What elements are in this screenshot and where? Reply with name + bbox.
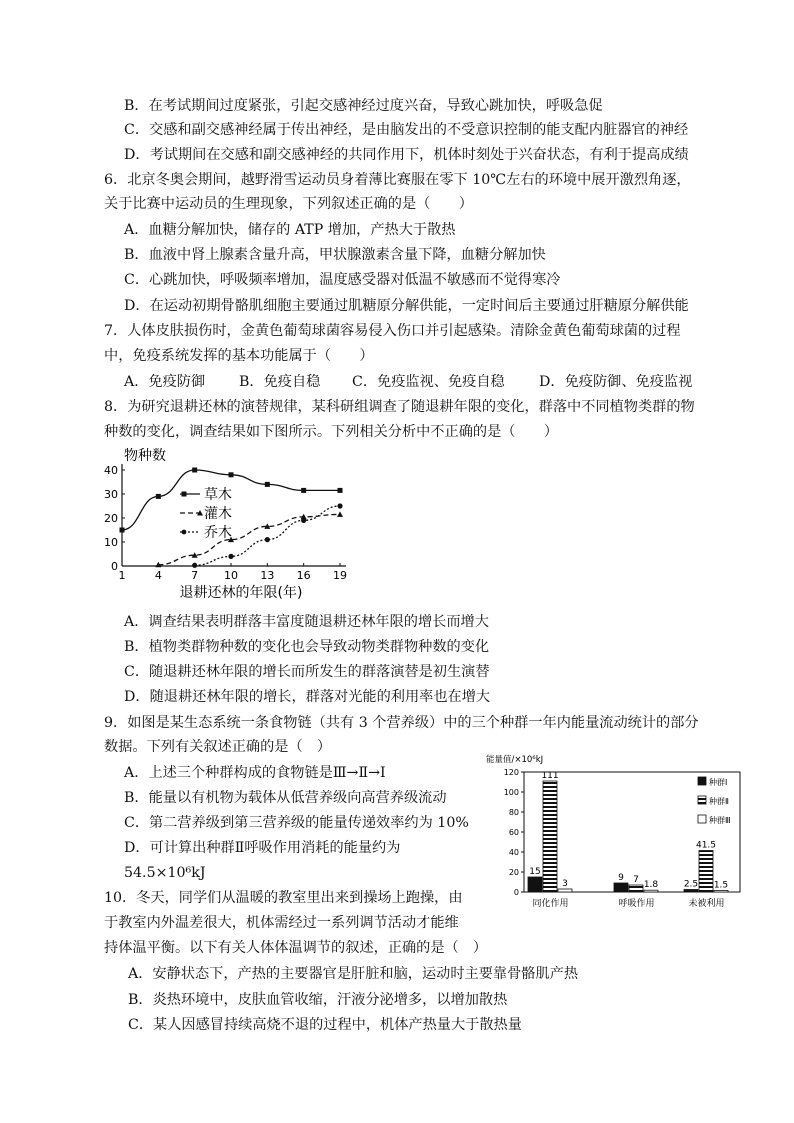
x-axis-title: 退耕还林的年限(年) bbox=[179, 585, 303, 601]
q8-stem-line2: 种数的变化，调查结果如下图所示。下列相关分析中不正确的是（ ） bbox=[104, 424, 559, 440]
q9-option-d-value: 54.5×10⁶kJ bbox=[124, 865, 206, 881]
q7-stem-line2: 中，免疫系统发挥的基本功能属于（ ） bbox=[104, 348, 374, 364]
q7-option-c: C．免疫监视、免疫自稳 bbox=[352, 374, 505, 390]
q7-stem-line1: 7．人体皮肤损伤时，金黄色葡萄球菌容易侵入伤口并引起感染。清除金黄色葡萄球菌的过程 bbox=[104, 323, 681, 339]
y-axis-title: 物种数 bbox=[124, 448, 166, 464]
data-point bbox=[338, 488, 343, 493]
bar bbox=[629, 885, 643, 892]
data-point bbox=[301, 488, 306, 493]
x-tick-label: 呼吸作用 bbox=[618, 899, 655, 909]
bar-value-label: 9 bbox=[618, 873, 624, 883]
data-point bbox=[192, 563, 197, 568]
q9-stem-line1: 9．如图是某生态系统一条食物链（共有 3 个营养级）中的三个种群一年内能量流动统计的部分 bbox=[104, 715, 699, 731]
y-axis-title: 能量值/×10⁶kJ bbox=[486, 755, 544, 765]
bar-value-label: 15 bbox=[529, 867, 541, 877]
bar-value-label: 1.8 bbox=[643, 880, 659, 891]
q8-option-d: D．随退耕还林年限的增长，群落对光能的利用率也在增大 bbox=[124, 689, 491, 705]
x-tick-label: 16 bbox=[296, 569, 311, 582]
q7-option-d: D．免疫防御、免疫监视 bbox=[539, 374, 693, 390]
bar-value-label: 7 bbox=[633, 875, 639, 885]
bar bbox=[684, 890, 698, 893]
legend-marker bbox=[182, 492, 187, 497]
y-tick-label: 120 bbox=[503, 768, 519, 777]
data-point bbox=[120, 528, 125, 533]
bar-value-label: 3 bbox=[562, 879, 568, 889]
q9-option-d: D．可计算出种群Ⅱ呼吸作用消耗的能量约为 bbox=[124, 840, 401, 856]
q8-option-a: A．调查结果表明群落丰富度随退耕还林年限的增长而增大 bbox=[124, 614, 489, 630]
y-tick-label: 40 bbox=[104, 464, 118, 477]
legend-label: 种群Ⅰ bbox=[709, 778, 728, 787]
bar bbox=[528, 877, 542, 892]
data-point bbox=[265, 537, 270, 542]
y-tick-label: 100 bbox=[503, 788, 519, 797]
x-tick-label: 1 bbox=[118, 569, 126, 582]
q8-stem-line1: 8．为研究退耕还林的演替规律，某科研组调查了随退耕年限的变化，群落中不同植物类群的物 bbox=[104, 399, 695, 415]
bar bbox=[558, 889, 572, 892]
data-point bbox=[192, 468, 197, 473]
bar bbox=[543, 781, 557, 892]
legend-swatch bbox=[698, 796, 706, 804]
bar bbox=[644, 890, 658, 892]
x-tick-label: 7 bbox=[191, 569, 199, 582]
q8-option-b: B．植物类群物种数的变化也会导致动物类群物种数的变化 bbox=[124, 639, 490, 655]
q6-option-c: C．心跳加快，呼吸频率增加，温度感受器对低温不敏感而不觉得寒冷 bbox=[124, 272, 561, 288]
y-tick-label: 40 bbox=[508, 848, 519, 857]
data-point bbox=[301, 518, 306, 523]
x-tick-label: 19 bbox=[333, 569, 347, 582]
y-tick-label: 20 bbox=[104, 512, 118, 525]
species-line-chart bbox=[100, 442, 360, 602]
series-line-2 bbox=[158, 514, 340, 564]
y-tick-label: 0 bbox=[513, 888, 519, 897]
q5-option-d: D．考试期间在交感和副交感神经的共同作用下，机体时刻处于兴奋状态，有利于提高成绩 bbox=[124, 147, 689, 163]
q6-stem-line2: 关于比赛中运动员的生理现象，下列叙述正确的是（ ） bbox=[104, 196, 473, 212]
data-point bbox=[229, 472, 234, 477]
bar-value-label: 41.5 bbox=[695, 840, 717, 851]
x-tick-label: 未被利用 bbox=[688, 899, 725, 909]
y-tick-label: 10 bbox=[104, 536, 118, 549]
x-tick-label: 同化作用 bbox=[532, 899, 569, 909]
legend-label: 种群Ⅲ bbox=[709, 816, 731, 825]
q7-option-a: A．免疫防御 bbox=[124, 374, 206, 390]
data-point bbox=[156, 494, 161, 499]
y-tick-label: 20 bbox=[508, 868, 519, 877]
q6-option-b: B．血液中肾上腺素含量升高，甲状腺激素含量下降，血糖分解加快 bbox=[124, 247, 546, 263]
legend-swatch bbox=[698, 815, 706, 823]
x-tick-label: 13 bbox=[260, 569, 275, 582]
legend-swatch bbox=[698, 777, 706, 785]
q10-option-c: C．某人因感冒持续高烧不退的过程中，机体产热量大于散热量 bbox=[128, 1017, 522, 1033]
bar bbox=[614, 883, 628, 892]
q10-stem-line3: 持体温平衡。以下有关人体体温调节的叙述，正确的是（ ） bbox=[104, 940, 488, 956]
q10-option-b: B．炎热环境中，皮肤血管收缩，汗液分泌增多，以增加散热 bbox=[128, 992, 508, 1008]
legend-marker bbox=[182, 530, 187, 535]
legend-label: 种群Ⅱ bbox=[709, 797, 729, 806]
q8-option-c: C．随退耕还林年限的增长而所发生的群落演替是初生演替 bbox=[124, 664, 490, 680]
bar-value-label: 111 bbox=[541, 771, 559, 781]
bar-value-label: 2.5 bbox=[683, 879, 699, 890]
bar bbox=[699, 851, 713, 893]
q7-option-b: B．免疫自稳 bbox=[239, 374, 321, 390]
q6-stem-line1: 6．北京冬奥会期间，越野滑雪运动员身着薄比赛服在零下 10℃左右的环境中展开激烈角逐， bbox=[104, 172, 691, 188]
legend-label: 草木 bbox=[204, 487, 232, 503]
q6-option-a: A．血糖分解加快，储存的 ATP 增加，产热大于散热 bbox=[124, 222, 456, 238]
x-tick-label: 4 bbox=[154, 569, 162, 582]
q6-option-d: D．在运动初期骨骼肌细胞主要通过肌糖原分解供能，一定时间后主要通过肝糖原分解供能 bbox=[124, 298, 689, 314]
x-tick-label: 10 bbox=[224, 569, 238, 582]
q5-option-c: C．交感和副交感神经属于传出神经，是由脑发出的不受意识控制的能支配内脏器官的神经 bbox=[124, 122, 689, 138]
bar-value-label: 1.5 bbox=[713, 880, 729, 891]
q9-option-c: C．第二营养级到第三营养级的能量传递效率约为 10% bbox=[124, 815, 469, 831]
y-tick-label: 0 bbox=[111, 560, 118, 573]
energy-bar-chart bbox=[480, 750, 745, 920]
data-point bbox=[337, 511, 343, 517]
y-tick-label: 30 bbox=[104, 488, 118, 501]
q10-stem-line1: 10．冬天，同学们从温暖的教室里出来到操场上跑操，由 bbox=[104, 890, 463, 906]
q10-option-a: A．安静状态下，产热的主要器官是肝脏和脑，运动时主要靠骨骼肌产热 bbox=[128, 966, 579, 982]
data-point bbox=[228, 554, 233, 559]
q9-option-b: B．能量以有机物为载体从低营养级向高营养级流动 bbox=[124, 790, 447, 806]
y-tick-label: 80 bbox=[508, 808, 519, 817]
q9-stem-line2: 数据。下列有关叙述正确的是（ ） bbox=[104, 739, 332, 755]
y-tick-label: 60 bbox=[508, 828, 519, 837]
q5-option-b: B．在考试期间过度紧张，引起交感神经过度兴奋，导致心跳加快，呼吸急促 bbox=[124, 98, 603, 114]
bar bbox=[714, 891, 728, 893]
data-point bbox=[265, 482, 270, 487]
q10-stem-line2: 于教室内外温差很大，机体需经过一系列调节活动才能维 bbox=[104, 915, 459, 931]
legend-label: 灌木 bbox=[204, 506, 232, 522]
q9-option-a: A．上述三个种群构成的食物链是Ⅲ→Ⅱ→Ⅰ bbox=[124, 765, 386, 781]
data-point bbox=[337, 503, 342, 508]
legend-label: 乔木 bbox=[204, 525, 232, 541]
